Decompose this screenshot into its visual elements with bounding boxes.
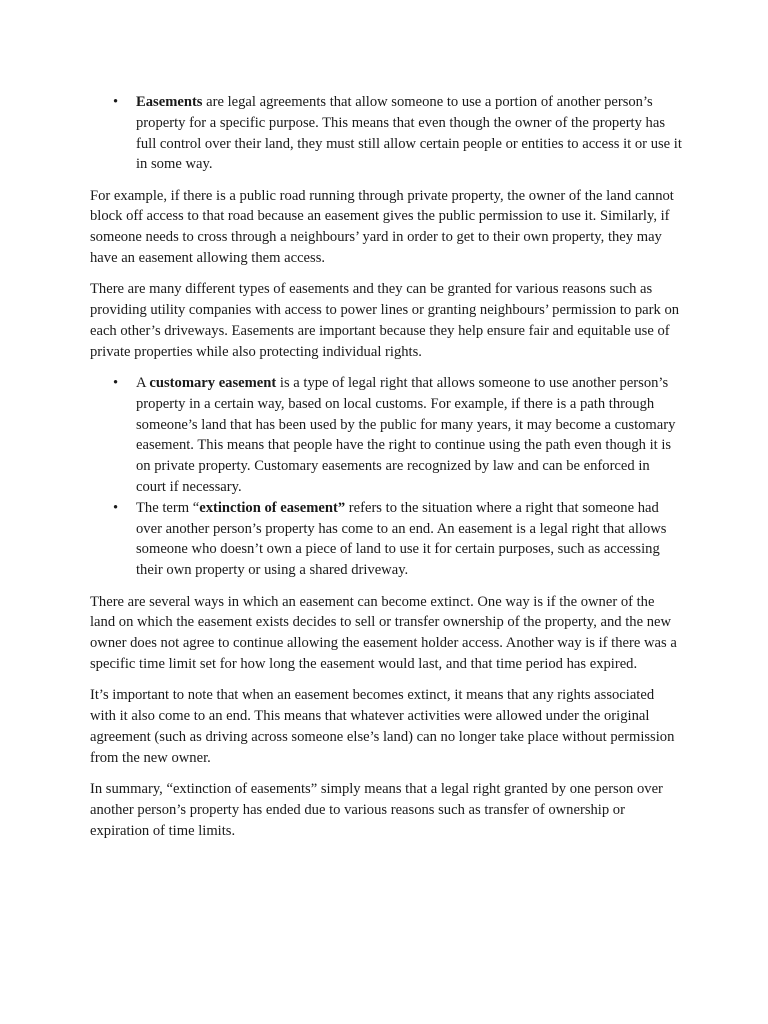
- item-text: [136, 375, 675, 495]
- item-prefix: A: [136, 375, 150, 392]
- bullet-item-extinction: [90, 498, 682, 581]
- bold-term: extinction of easement”: [199, 499, 346, 516]
- item-text: [136, 94, 682, 172]
- bullet-item-easements: [90, 92, 682, 175]
- paragraph-ways-extinct: There are several ways in which an easement can become extinct. One way is if the owner of the land on which the easement exists decides to sell or transfer ownership of the property, and the new owner does not agree to continue allowing the easement holder access. Another way is if there was a specific time limit set for how long the easement would last, and that time period has expired.: [90, 593, 677, 672]
- paragraph-example: For example, if there is a public road running through private property, the owner of the land cannot block off access to that road because an easement gives the public permission to use it. Similarly, if someone needs to cross through a neighbours’ yard in order to get to their own property, they may have an easement allowing them access.: [90, 187, 674, 267]
- bullet-icon: •: [113, 375, 119, 392]
- paragraph-summary: In summary, “extinction of easements” simply means that a legal right granted by one person over another person’s property has ended due to various reasons such as transfer of ownership or expiration of time limits.: [90, 780, 663, 839]
- bold-term: customary easement: [149, 375, 277, 392]
- bullet-item-customary: [90, 373, 682, 498]
- bullet-icon: •: [113, 499, 119, 516]
- bold-term: Easements: [136, 94, 203, 110]
- bullet-list-easements: [90, 92, 682, 175]
- bullet-list-definitions: [90, 373, 682, 581]
- document-page: [90, 92, 682, 852]
- item-body: is a type of legal right that allows someone to use another person’s property in a certain way, based on local customs. For example, if there is a path through someone’s land that has been used by the public for many years, it may become a customary easement. This means that people have the right to continue using the path even though it is on private property. Customary easements are recognized by law and can be enforced in court if necessary.: [136, 375, 676, 496]
- paragraph-important-note: It’s important to note that when an easement becomes extinct, it means that any rights associated with it also come to an end. This means that whatever activities were allowed under the original agreement (such as driving across someone else’s land) can no longer take place without permission from the new owner.: [90, 687, 675, 766]
- item-prefix: The term “: [136, 499, 200, 516]
- paragraph-types: There are many different types of easements and they can be granted for various reasons such as providing utility companies with access to power lines or granting neighbours’ permission to park on each other’s driveways. Easements are important because they help ensure fair and equitable use of private properties while also protecting individual rights.: [90, 281, 680, 360]
- item-text: [136, 500, 667, 578]
- bullet-icon: •: [113, 94, 119, 110]
- item-body: refers to the situation where a right that someone had over another person’s property has come to an end. An easement is a legal right that allows someone who doesn’t own a piece of land to use it for certain purposes, such as accessing their own property or using a shared driveway.: [136, 499, 667, 579]
- item-body: are legal agreements that allow someone to use a portion of another person’s property for a specific purpose. This means that even though the owner of the property has full control over their land, they must still allow certain people or entities to access it or use it in some way.: [136, 94, 682, 173]
